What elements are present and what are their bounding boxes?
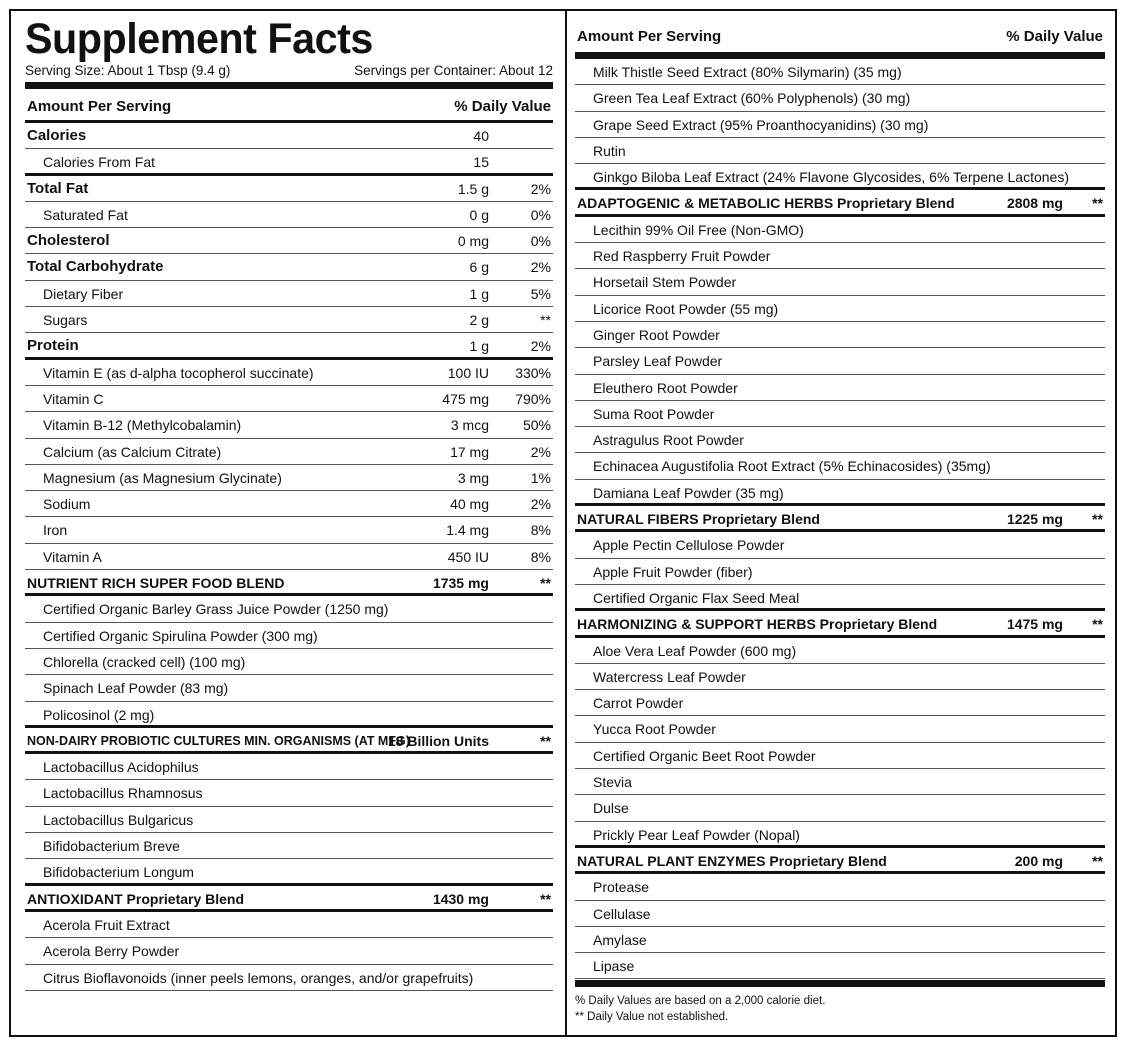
nutrient-row: [25, 544, 553, 570]
servings-per-container: Servings per Container: About 12: [354, 63, 553, 78]
amount-value: 1735 mg: [432, 575, 489, 592]
nutrient-row: [25, 228, 553, 254]
daily-value: **: [540, 890, 551, 907]
nutrient-row: [25, 938, 553, 964]
nutrient-row: [25, 675, 553, 701]
daily-value: 5%: [530, 285, 551, 302]
nutrient-row: [575, 638, 1105, 664]
nutrient-name: Protease: [593, 879, 650, 896]
nutrient-row: [575, 690, 1105, 716]
nutrient-name: ANTIOXIDANT Proprietary Blend: [27, 890, 245, 907]
panel-title: Supplement Facts: [25, 15, 373, 63]
daily-value: 8%: [530, 522, 551, 539]
amount-value: 1430 mg: [432, 890, 489, 907]
nutrient-name: Lactobacillus Acidophilus: [43, 759, 199, 776]
nutrient-name: Apple Fruit Powder (fiber): [593, 563, 753, 580]
nutrient-row: [575, 532, 1105, 558]
amount-value: 3 mcg: [450, 417, 489, 434]
amount-value: 0 mg: [457, 233, 489, 250]
blend-header-row: [25, 886, 553, 912]
nutrient-name: Certified Organic Flax Seed Meal: [593, 589, 800, 606]
nutrient-name: Vitamin B-12 (Methylcobalamin): [43, 417, 242, 434]
nutrient-row: [575, 743, 1105, 769]
footnote-not-established: ** Daily Value not established.: [575, 1011, 729, 1024]
column-divider: [565, 9, 567, 1037]
right-rows: [575, 59, 1105, 979]
nutrient-name: Cholesterol: [27, 232, 110, 250]
nutrient-row: [575, 822, 1105, 848]
amount-value: 1 g: [469, 285, 489, 302]
left-column: [25, 16, 553, 991]
nutrient-row: [575, 953, 1105, 979]
amount-value: 0 g: [469, 206, 489, 223]
nutrient-row: [25, 439, 553, 465]
amount-value: 18 Billion Units: [387, 732, 489, 749]
daily-value: 2%: [530, 443, 551, 460]
nutrient-name: Total Carbohydrate: [27, 258, 164, 276]
serving-size: Serving Size: About 1 Tbsp (9.4 g): [25, 63, 231, 78]
daily-value: 790%: [515, 390, 551, 407]
nutrient-name: Damiana Leaf Powder (35 mg): [593, 484, 784, 501]
amount-value: 2808 mg: [1006, 195, 1063, 212]
nutrient-row: [25, 149, 553, 175]
nutrient-name: Horsetail Stem Powder: [593, 274, 737, 291]
amount-value: 2 g: [469, 312, 489, 329]
nutrient-name: NUTRIENT RICH SUPER FOOD BLEND: [27, 575, 285, 592]
nutrient-row: [575, 164, 1105, 190]
amount-header: Amount Per Serving: [577, 28, 722, 45]
nutrient-row: [25, 754, 553, 780]
nutrient-name: Calcium (as Calcium Citrate): [43, 443, 222, 460]
nutrient-name: Lactobacillus Bulgaricus: [43, 811, 194, 828]
nutrient-name: Echinacea Augustifolia Root Extract (5% Echinacosides) (35mg): [593, 458, 991, 475]
nutrient-name: Green Tea Leaf Extract (60% Polyphenols) (30 mg): [593, 90, 911, 107]
nutrient-row: [575, 769, 1105, 795]
amount-value: 450 IU: [447, 548, 489, 565]
nutrient-name: Bifidobacterium Breve: [43, 838, 180, 855]
nutrient-name: Total Fat: [27, 179, 89, 197]
nutrient-row: [575, 112, 1105, 138]
nutrient-row: [575, 243, 1105, 269]
nutrient-row: [25, 281, 553, 307]
daily-value: 8%: [530, 548, 551, 565]
nutrient-row: [25, 859, 553, 885]
daily-value: 0%: [530, 233, 551, 250]
nutrient-row: [25, 491, 553, 517]
nutrient-name: Amylase: [593, 931, 647, 948]
nutrient-row: [25, 123, 553, 149]
nutrient-row: [575, 217, 1105, 243]
dv-header: % Daily Value: [454, 98, 551, 115]
nutrient-row: [575, 585, 1105, 611]
nutrient-row: [575, 453, 1105, 479]
nutrient-row: [575, 427, 1105, 453]
nutrient-name: Magnesium (as Magnesium Glycinate): [43, 469, 282, 486]
nutrient-row: [575, 348, 1105, 374]
blend-header-row: [575, 611, 1105, 637]
nutrient-row: [25, 517, 553, 543]
nutrient-row: [575, 795, 1105, 821]
nutrient-name: Acerola Berry Powder: [43, 943, 180, 960]
nutrient-name: Vitamin A: [43, 548, 102, 565]
nutrient-name: Spinach Leaf Powder (83 mg): [43, 680, 229, 697]
nutrient-name: Prickly Pear Leaf Powder (Nopal): [593, 826, 800, 843]
nutrient-name: Red Raspberry Fruit Powder: [593, 248, 771, 265]
nutrient-row: [575, 59, 1105, 85]
amount-value: 40: [473, 128, 489, 144]
nutrient-row: [25, 412, 553, 438]
nutrient-row: [25, 649, 553, 675]
nutrient-name: Licorice Root Powder (55 mg): [593, 300, 779, 317]
daily-value: 2%: [530, 180, 551, 197]
daily-value: 2%: [530, 496, 551, 513]
nutrient-name: Grape Seed Extract (95% Proanthocyanidins) (30 mg): [593, 116, 929, 133]
nutrient-row: [25, 807, 553, 833]
daily-value: 330%: [515, 364, 551, 381]
right-column: [575, 16, 1105, 1025]
nutrient-name: Dietary Fiber: [43, 285, 124, 302]
nutrient-name: Citrus Bioflavonoids (inner peels lemons, oranges, and/or grapefruits): [43, 969, 474, 986]
nutrient-name: Carrot Powder: [593, 695, 684, 712]
amount-value: 15: [473, 154, 489, 171]
serving-info: [25, 62, 553, 80]
nutrient-row: [575, 322, 1105, 348]
footnote-dv-basis: % Daily Values are based on a 2,000 calorie diet.: [575, 995, 826, 1008]
nutrient-row: [575, 664, 1105, 690]
nutrient-name: Saturated Fat: [43, 206, 128, 223]
daily-value: **: [540, 732, 551, 749]
left-rows: [25, 123, 553, 991]
nutrient-name: Sugars: [43, 312, 88, 329]
nutrient-name: Acerola Fruit Extract: [43, 916, 170, 933]
amount-header: Amount Per Serving: [27, 98, 172, 115]
nutrient-name: Chlorella (cracked cell) (100 mg): [43, 653, 246, 670]
nutrient-name: Ginkgo Biloba Leaf Extract (24% Flavone Glycosides, 6% Terpene Lactones): [593, 169, 1069, 186]
amount-value: 3 mg: [457, 469, 489, 486]
nutrient-name: Protein: [27, 337, 79, 355]
nutrient-name: Lactobacillus Rhamnosus: [43, 785, 203, 802]
nutrient-name: ADAPTOGENIC & METABOLIC HERBS Proprietary Blend: [577, 195, 955, 212]
footnotes: [575, 987, 1105, 1025]
nutrient-name: Yucca Root Powder: [593, 721, 716, 738]
daily-value: **: [1092, 852, 1103, 869]
nutrient-row: [575, 901, 1105, 927]
nutrient-row: [25, 912, 553, 938]
nutrient-row: [575, 85, 1105, 111]
nutrient-name: Lipase: [593, 958, 635, 975]
amount-value: 6 g: [469, 259, 489, 276]
amount-value: 1 g: [469, 338, 489, 355]
nutrient-name: Cellulase: [593, 905, 651, 922]
amount-value: 475 mg: [442, 390, 489, 407]
nutrient-name: Calories: [27, 127, 87, 144]
nutrient-name: Iron: [43, 522, 68, 539]
nutrient-name: NATURAL PLANT ENZYMES Proprietary Blend: [577, 852, 887, 869]
nutrient-row: [575, 138, 1105, 164]
nutrient-row: [25, 386, 553, 412]
nutrient-name: Watercress Leaf Powder: [593, 668, 746, 685]
amount-value: 17 mg: [450, 443, 489, 460]
nutrient-row: [575, 874, 1105, 900]
blend-header-row: [25, 728, 553, 754]
thick-rule: [575, 52, 1105, 59]
blend-header-row: [25, 570, 553, 596]
nutrient-name: Rutin: [593, 142, 626, 159]
nutrient-name: Bifidobacterium Longum: [43, 864, 194, 881]
nutrient-row: [575, 716, 1105, 742]
dv-header: % Daily Value: [1006, 28, 1103, 45]
nutrient-row: [25, 596, 553, 622]
amount-value: 1.4 mg: [446, 522, 489, 539]
nutrient-row: [575, 927, 1105, 953]
nutrient-name: Dulse: [593, 800, 629, 817]
daily-value: 50%: [522, 417, 551, 434]
nutrient-name: NATURAL FIBERS Proprietary Blend: [577, 511, 820, 528]
daily-value: 2%: [530, 259, 551, 276]
nutrient-row: [25, 176, 553, 202]
daily-value: **: [1092, 511, 1103, 528]
nutrient-row: [25, 833, 553, 859]
daily-value: **: [1092, 195, 1103, 212]
amount-value: 40 mg: [450, 496, 489, 513]
blend-header-row: [575, 848, 1105, 874]
nutrient-name: Certified Organic Beet Root Powder: [593, 747, 816, 764]
nutrient-name: Eleuthero Root Powder: [593, 379, 738, 396]
nutrient-row: [575, 375, 1105, 401]
amount-value: 1225 mg: [1006, 511, 1063, 528]
daily-value: **: [1092, 616, 1103, 633]
nutrient-name: HARMONIZING & SUPPORT HERBS Proprietary Blend: [577, 616, 938, 633]
daily-value: 2%: [530, 338, 551, 355]
daily-value: 0%: [530, 206, 551, 223]
nutrient-name: Certified Organic Barley Grass Juice Powder (1250 mg): [43, 601, 389, 618]
nutrient-name: Aloe Vera Leaf Powder (600 mg): [593, 642, 797, 659]
amount-value: 1475 mg: [1006, 616, 1063, 633]
daily-value: 1%: [530, 469, 551, 486]
nutrient-row: [25, 254, 553, 280]
nutrient-name: Apple Pectin Cellulose Powder: [593, 537, 785, 554]
nutrient-row: [25, 307, 553, 333]
thick-rule: [25, 82, 553, 89]
daily-value: **: [540, 312, 551, 329]
nutrient-row: [25, 780, 553, 806]
nutrient-row: [575, 401, 1105, 427]
nutrient-row: [25, 965, 553, 991]
nutrient-name: Suma Root Powder: [593, 405, 715, 422]
blend-header-row: [575, 190, 1105, 216]
nutrient-row: [575, 296, 1105, 322]
nutrient-row: [25, 333, 553, 359]
nutrient-row: [25, 623, 553, 649]
nutrient-name: NON-DAIRY PROBIOTIC CULTURES MIN. ORGANISMS (AT MFG): [27, 733, 410, 748]
nutrient-row: [575, 269, 1105, 295]
blend-header-row: [575, 506, 1105, 532]
nutrient-row: [25, 360, 553, 386]
nutrient-name: Certified Organic Spirulina Powder (300 mg): [43, 627, 318, 644]
nutrient-name: Stevia: [593, 774, 632, 791]
nutrient-name: Ginger Root Powder: [593, 326, 720, 343]
nutrient-row: [25, 202, 553, 228]
amount-value: 100 IU: [447, 364, 489, 381]
nutrient-name: Calories From Fat: [43, 154, 156, 171]
nutrient-row: [25, 465, 553, 491]
nutrient-row: [25, 702, 553, 728]
right-column-header: [575, 16, 1105, 52]
nutrient-row: [575, 559, 1105, 585]
nutrient-name: Milk Thistle Seed Extract (80% Silymarin) (35 mg): [593, 64, 902, 80]
amount-value: 200 mg: [1014, 852, 1063, 869]
nutrient-name: Sodium: [43, 496, 91, 513]
nutrient-name: Astragulus Root Powder: [593, 432, 744, 449]
amount-value: 1.5 g: [457, 180, 489, 197]
thick-rule: [575, 980, 1105, 987]
nutrient-name: Policosinol (2 mg): [43, 706, 155, 723]
nutrient-name: Parsley Leaf Powder: [593, 353, 723, 370]
nutrient-name: Lecithin 99% Oil Free (Non-GMO): [593, 221, 804, 238]
daily-value: **: [540, 575, 551, 592]
nutrient-name: Vitamin E (as d-alpha tocopherol succinate): [43, 364, 314, 381]
nutrient-row: [575, 480, 1105, 506]
nutrient-name: Vitamin C: [43, 390, 104, 407]
left-column-header: [25, 89, 553, 123]
